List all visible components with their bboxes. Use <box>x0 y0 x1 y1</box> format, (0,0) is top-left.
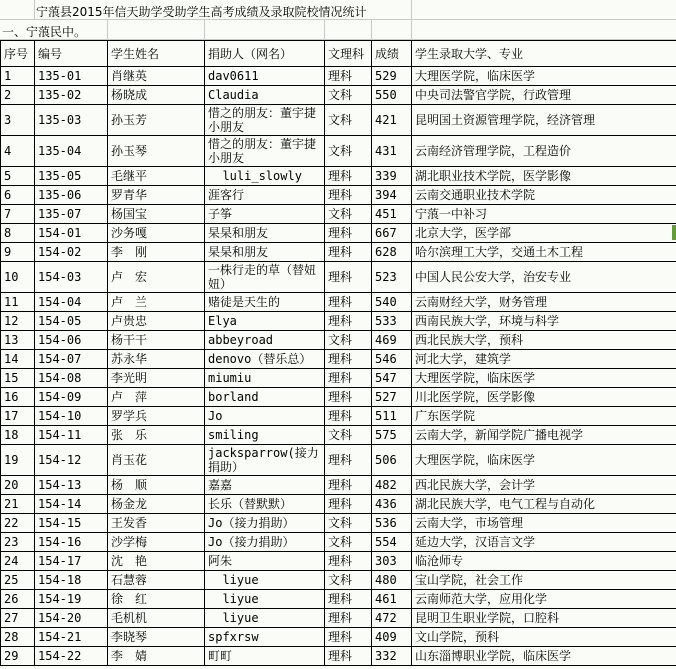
section-row[interactable] <box>0 20 676 40</box>
cell-r15-c1[interactable]: 154-08 <box>35 369 108 388</box>
table-row <box>1 293 676 312</box>
cell-r3-c0[interactable]: 3 <box>1 105 35 136</box>
cell-r2-c0[interactable]: 2 <box>1 86 35 105</box>
cell-r15-c4[interactable]: 理科 <box>325 369 372 388</box>
cell-r22-c6[interactable]: 云南大学，市场管理 <box>412 514 676 533</box>
table-row <box>1 331 676 350</box>
cell-r12-c3[interactable]: Elya <box>205 312 325 331</box>
cell-r19-c4[interactable]: 理科 <box>325 445 372 476</box>
cell-r19-c1[interactable]: 154-12 <box>35 445 108 476</box>
gridline <box>107 20 108 39</box>
cell-r24-c0[interactable]: 24 <box>1 552 35 571</box>
table-row <box>1 312 676 331</box>
cell-r5-c4[interactable]: 理科 <box>325 167 372 186</box>
cell-r28-c1[interactable]: 154-21 <box>35 628 108 647</box>
table-row <box>1 136 676 167</box>
cell-r21-c2[interactable]: 杨金龙 <box>108 495 205 514</box>
cell-r9-c4[interactable]: 理科 <box>325 243 372 262</box>
cell-r25-c6[interactable]: 宝山学院，社会工作 <box>412 571 676 590</box>
cell-r27-c6[interactable]: 昆明卫生职业学院，口腔科 <box>412 609 676 628</box>
cell-r12-c2[interactable]: 卢贵忠 <box>108 312 205 331</box>
cell-r29-c4[interactable]: 理科 <box>325 647 372 666</box>
cell-r16-c1[interactable]: 154-09 <box>35 388 108 407</box>
cell-r10-c5[interactable]: 523 <box>372 262 412 293</box>
header-cell-1[interactable]: 编号 <box>35 41 108 67</box>
cell-r19-c0[interactable]: 19 <box>1 445 35 476</box>
cell-r22-c4[interactable]: 文科 <box>325 514 372 533</box>
cell-r19-c6[interactable]: 大理医学院，临床医学 <box>412 445 676 476</box>
table-row <box>1 205 676 224</box>
cell-r13-c4[interactable]: 文科 <box>325 331 372 350</box>
cell-r14-c4[interactable]: 理科 <box>325 350 372 369</box>
cell-r24-c3[interactable]: 阿朱 <box>205 552 325 571</box>
cell-r12-c1[interactable]: 154-05 <box>35 312 108 331</box>
cell-r19-c3[interactable]: jacksparrow(接力捐助） <box>205 445 325 476</box>
cell-r25-c1[interactable]: 154-18 <box>35 571 108 590</box>
header-cell-5[interactable]: 成绩 <box>372 41 412 67</box>
cell-r4-c4[interactable]: 文科 <box>325 136 372 167</box>
cell-r6-c1[interactable]: 135-06 <box>35 186 108 205</box>
cell-r9-c3[interactable]: 杲杲和朋友 <box>205 243 325 262</box>
cell-r18-c0[interactable]: 18 <box>1 426 35 445</box>
cell-r22-c1[interactable]: 154-15 <box>35 514 108 533</box>
cell-r3-c5[interactable]: 421 <box>372 105 412 136</box>
cell-r14-c3[interactable]: denovo（替乐总） <box>205 350 325 369</box>
table-row <box>1 350 676 369</box>
cell-r26-c4[interactable]: 理科 <box>325 590 372 609</box>
cell-r15-c2[interactable]: 李光明 <box>108 369 205 388</box>
table-row <box>1 426 676 445</box>
cell-r9-c1[interactable]: 154-02 <box>35 243 108 262</box>
table-row <box>1 590 676 609</box>
cell-r28-c4[interactable]: 理科 <box>325 628 372 647</box>
cell-r27-c2[interactable]: 毛机机 <box>108 609 205 628</box>
header-cell-6[interactable]: 学生录取大学、专业 <box>412 41 676 67</box>
section-label: 一、宁蒗民中。 <box>2 25 87 39</box>
cell-r14-c5[interactable]: 546 <box>372 350 412 369</box>
cell-r1-c0[interactable]: 1 <box>1 67 35 86</box>
cell-r7-c5[interactable]: 451 <box>372 205 412 224</box>
cell-r9-c6[interactable]: 哈尔滨理工大学，交通土木工程 <box>412 243 676 262</box>
cell-r25-c2[interactable]: 石慧蓉 <box>108 571 205 590</box>
cell-r2-c3[interactable]: Claudia <box>205 86 325 105</box>
cell-r24-c5[interactable]: 303 <box>372 552 412 571</box>
cell-r24-c1[interactable]: 154-17 <box>35 552 108 571</box>
cell-r17-c2[interactable]: 罗学兵 <box>108 407 205 426</box>
cell-r17-c5[interactable]: 511 <box>372 407 412 426</box>
cell-r4-c6[interactable]: 云南经济管理学院，工程造价 <box>412 136 676 167</box>
cell-r2-c5[interactable]: 550 <box>372 86 412 105</box>
cell-r17-c1[interactable]: 154-10 <box>35 407 108 426</box>
cell-r5-c0[interactable]: 5 <box>1 167 35 186</box>
sheet-title-row[interactable] <box>0 0 676 20</box>
cell-r15-c5[interactable]: 547 <box>372 369 412 388</box>
sheet-title: 宁蒗县2015年信天助学受助学生高考成绩及录取院校情况统计 <box>36 5 367 19</box>
cell-r29-c2[interactable]: 李 婧 <box>108 647 205 666</box>
cell-r20-c6[interactable]: 西北民族大学，会计学 <box>412 476 676 495</box>
cell-r18-c6[interactable]: 云南大学，新闻学院广播电视学 <box>412 426 676 445</box>
cell-r8-c2[interactable]: 沙务嘎 <box>108 224 205 243</box>
cell-r11-c2[interactable]: 卢 兰 <box>108 293 205 312</box>
cell-r29-c3[interactable]: 町町 <box>205 647 325 666</box>
cell-r10-c1[interactable]: 154-03 <box>35 262 108 293</box>
cell-r1-c6[interactable]: 大理医学院，临床医学 <box>412 67 676 86</box>
cell-r1-c2[interactable]: 肖继英 <box>108 67 205 86</box>
cell-r16-c2[interactable]: 卢 萍 <box>108 388 205 407</box>
cell-r1-c1[interactable]: 135-01 <box>35 67 108 86</box>
cell-r23-c0[interactable]: 23 <box>1 533 35 552</box>
cell-r16-c4[interactable]: 理科 <box>325 388 372 407</box>
cell-r18-c4[interactable]: 文科 <box>325 426 372 445</box>
cell-r16-c6[interactable]: 川北医学院，医学影像 <box>412 388 676 407</box>
cell-r4-c0[interactable]: 4 <box>1 136 35 167</box>
cell-r7-c2[interactable]: 杨国宝 <box>108 205 205 224</box>
cell-r27-c4[interactable]: 理科 <box>325 609 372 628</box>
table-row <box>1 167 676 186</box>
cell-r21-c1[interactable]: 154-14 <box>35 495 108 514</box>
table-row <box>1 609 676 628</box>
cell-r15-c3[interactable]: miumiu <box>205 369 325 388</box>
cell-r23-c6[interactable]: 延边大学，汉语言文学 <box>412 533 676 552</box>
cell-r22-c0[interactable]: 22 <box>1 514 35 533</box>
cell-r11-c4[interactable]: 理科 <box>325 293 372 312</box>
cell-r25-c4[interactable]: 文科 <box>325 571 372 590</box>
cell-r18-c2[interactable]: 张 乐 <box>108 426 205 445</box>
cell-r4-c2[interactable]: 孙玉琴 <box>108 136 205 167</box>
table-row <box>1 369 676 388</box>
header-cell-2[interactable]: 学生姓名 <box>108 41 205 67</box>
cell-r1-c3[interactable]: dav0611 <box>205 67 325 86</box>
cell-r2-c4[interactable]: 文科 <box>325 86 372 105</box>
cell-r18-c5[interactable]: 575 <box>372 426 412 445</box>
cell-r13-c6[interactable]: 西北民族大学，预科 <box>412 331 676 350</box>
cell-r14-c0[interactable]: 14 <box>1 350 35 369</box>
header-cell-4[interactable]: 文理科 <box>325 41 372 67</box>
cell-r23-c4[interactable]: 文科 <box>325 533 372 552</box>
cell-r15-c6[interactable]: 大理医学院，临床医学 <box>412 369 676 388</box>
cell-r17-c6[interactable]: 广东医学院 <box>412 407 676 426</box>
table-row <box>1 571 676 590</box>
cell-r8-c6[interactable]: 北京大学，医学部 <box>412 224 676 243</box>
cell-r20-c1[interactable]: 154-13 <box>35 476 108 495</box>
cell-r11-c1[interactable]: 154-04 <box>35 293 108 312</box>
gridline <box>411 20 412 39</box>
cell-r22-c2[interactable]: 王发香 <box>108 514 205 533</box>
table-row <box>1 533 676 552</box>
cell-r12-c5[interactable]: 533 <box>372 312 412 331</box>
cell-r4-c5[interactable]: 431 <box>372 136 412 167</box>
cell-r8-c0[interactable]: 8 <box>1 224 35 243</box>
cell-r3-c3[interactable]: 惜之的朋友：董宇捷小朋友 <box>205 105 325 136</box>
table-row <box>1 224 676 243</box>
cell-r27-c3[interactable]: liyue <box>205 609 325 628</box>
cell-r3-c4[interactable]: 文科 <box>325 105 372 136</box>
cell-r17-c3[interactable]: Jo <box>205 407 325 426</box>
cell-r11-c3[interactable]: 赌徒是天生的 <box>205 293 325 312</box>
cell-r6-c5[interactable]: 394 <box>372 186 412 205</box>
cell-r27-c0[interactable]: 27 <box>1 609 35 628</box>
cell-r11-c0[interactable]: 11 <box>1 293 35 312</box>
cell-r14-c2[interactable]: 苏永华 <box>108 350 205 369</box>
cell-r13-c5[interactable]: 469 <box>372 331 412 350</box>
cell-r16-c3[interactable]: borland <box>205 388 325 407</box>
cell-r28-c0[interactable]: 28 <box>1 628 35 647</box>
cell-r16-c0[interactable]: 16 <box>1 388 35 407</box>
cell-r9-c2[interactable]: 李 刚 <box>108 243 205 262</box>
cell-r12-c0[interactable]: 12 <box>1 312 35 331</box>
cell-r26-c1[interactable]: 154-19 <box>35 590 108 609</box>
cell-r29-c6[interactable]: 山东淄博职业学院，临床医学 <box>412 647 676 666</box>
cell-r5-c2[interactable]: 毛继平 <box>108 167 205 186</box>
cell-r13-c2[interactable]: 杨干干 <box>108 331 205 350</box>
cell-r20-c5[interactable]: 482 <box>372 476 412 495</box>
table-row <box>1 514 676 533</box>
table-row <box>1 262 676 293</box>
cell-r2-c2[interactable]: 杨晓成 <box>108 86 205 105</box>
cell-r6-c2[interactable]: 罗青华 <box>108 186 205 205</box>
gridline <box>371 20 372 39</box>
cell-r26-c3[interactable]: liyue <box>205 590 325 609</box>
cell-r10-c2[interactable]: 卢 宏 <box>108 262 205 293</box>
cell-r29-c0[interactable]: 29 <box>1 647 35 666</box>
cell-r25-c3[interactable]: liyue <box>205 571 325 590</box>
cell-r6-c3[interactable]: 涯客行 <box>205 186 325 205</box>
cell-r23-c3[interactable]: Jo（接力捐助） <box>205 533 325 552</box>
cell-r7-c4[interactable]: 文科 <box>325 205 372 224</box>
cell-r10-c0[interactable]: 10 <box>1 262 35 293</box>
cell-r4-c3[interactable]: 惜之的朋友：董宇捷小朋友 <box>205 136 325 167</box>
gridline <box>324 20 325 39</box>
cell-r7-c1[interactable]: 135-07 <box>35 205 108 224</box>
cell-r15-c0[interactable]: 15 <box>1 369 35 388</box>
cell-r13-c1[interactable]: 154-06 <box>35 331 108 350</box>
cell-r4-c1[interactable]: 135-04 <box>35 136 108 167</box>
cell-r9-c0[interactable]: 9 <box>1 243 35 262</box>
cell-r26-c2[interactable]: 徐 红 <box>108 590 205 609</box>
cell-r25-c5[interactable]: 480 <box>372 571 412 590</box>
cell-r6-c4[interactable]: 理科 <box>325 186 372 205</box>
cell-r10-c6[interactable]: 中国人民公安大学，治安专业 <box>412 262 676 293</box>
table-row <box>1 86 676 105</box>
cell-r20-c3[interactable]: 嘉嘉 <box>205 476 325 495</box>
table-row <box>1 243 676 262</box>
cell-r8-c4[interactable]: 理科 <box>325 224 372 243</box>
selection-marker <box>672 225 676 240</box>
cell-r16-c5[interactable]: 527 <box>372 388 412 407</box>
cell-r19-c2[interactable]: 肖玉花 <box>108 445 205 476</box>
cell-r29-c5[interactable]: 332 <box>372 647 412 666</box>
gridline <box>204 20 205 39</box>
table-row <box>1 105 676 136</box>
cell-r2-c6[interactable]: 中央司法警官学院，行政管理 <box>412 86 676 105</box>
cell-r6-c0[interactable]: 6 <box>1 186 35 205</box>
cell-r7-c3[interactable]: 子筝 <box>205 205 325 224</box>
cell-r24-c2[interactable]: 沈 艳 <box>108 552 205 571</box>
cell-r21-c4[interactable]: 理科 <box>325 495 372 514</box>
cell-r3-c6[interactable]: 昆明国土资源管理学院，经济管理 <box>412 105 676 136</box>
cell-r20-c0[interactable]: 20 <box>1 476 35 495</box>
cell-r8-c5[interactable]: 667 <box>372 224 412 243</box>
cell-r23-c2[interactable]: 沙学梅 <box>108 533 205 552</box>
cell-r17-c0[interactable]: 17 <box>1 407 35 426</box>
cell-r10-c4[interactable]: 理科 <box>325 262 372 293</box>
gridline <box>34 0 35 19</box>
cell-r22-c5[interactable]: 536 <box>372 514 412 533</box>
cell-r18-c3[interactable]: smiling <box>205 426 325 445</box>
cell-r21-c3[interactable]: 长乐（替默默） <box>205 495 325 514</box>
cell-r11-c6[interactable]: 云南财经大学，财务管理 <box>412 293 676 312</box>
table-row <box>1 407 676 426</box>
cell-r12-c6[interactable]: 西南民族大学，环境与科学 <box>412 312 676 331</box>
table-row <box>1 186 676 205</box>
cell-r21-c6[interactable]: 湖北民族大学，电气工程与自动化 <box>412 495 676 514</box>
table-row <box>1 476 676 495</box>
cell-r18-c1[interactable]: 154-11 <box>35 426 108 445</box>
table-row <box>1 67 676 86</box>
cell-r20-c4[interactable]: 理科 <box>325 476 372 495</box>
cell-r24-c6[interactable]: 临沧师专 <box>412 552 676 571</box>
table-row <box>1 495 676 514</box>
cell-r21-c5[interactable]: 436 <box>372 495 412 514</box>
table-row <box>1 388 676 407</box>
cell-r3-c2[interactable]: 孙玉芳 <box>108 105 205 136</box>
cell-r26-c0[interactable]: 26 <box>1 590 35 609</box>
cell-r10-c3[interactable]: 一株行走的草（替妞妞） <box>205 262 325 293</box>
cell-r23-c1[interactable]: 154-16 <box>35 533 108 552</box>
cell-r5-c6[interactable]: 湖北职业技术学院，医学影像 <box>412 167 676 186</box>
cell-r7-c6[interactable]: 宁蒗一中补习 <box>412 205 676 224</box>
cell-r28-c3[interactable]: spfxrsw <box>205 628 325 647</box>
cell-r28-c5[interactable]: 409 <box>372 628 412 647</box>
cell-r28-c2[interactable]: 李晓琴 <box>108 628 205 647</box>
cell-r11-c5[interactable]: 540 <box>372 293 412 312</box>
table-row <box>1 445 676 476</box>
cell-r13-c3[interactable]: abbeyroad <box>205 331 325 350</box>
cell-r27-c5[interactable]: 472 <box>372 609 412 628</box>
cell-r29-c1[interactable]: 154-22 <box>35 647 108 666</box>
cell-r26-c6[interactable]: 云南师范大学，应用化学 <box>412 590 676 609</box>
gridline <box>411 0 412 19</box>
cell-r20-c2[interactable]: 杨 顺 <box>108 476 205 495</box>
header-cell-3[interactable]: 捐助人（网名） <box>205 41 325 67</box>
cell-r5-c5[interactable]: 339 <box>372 167 412 186</box>
cell-r8-c3[interactable]: 杲杲和朋友 <box>205 224 325 243</box>
cell-r14-c1[interactable]: 154-07 <box>35 350 108 369</box>
cell-r5-c1[interactable]: 135-05 <box>35 167 108 186</box>
cell-r26-c5[interactable]: 461 <box>372 590 412 609</box>
cell-r17-c4[interactable]: 理科 <box>325 407 372 426</box>
cell-r2-c1[interactable]: 135-02 <box>35 86 108 105</box>
cell-r14-c6[interactable]: 河北大学，建筑学 <box>412 350 676 369</box>
header-row <box>1 41 676 67</box>
cell-r1-c5[interactable]: 529 <box>372 67 412 86</box>
cell-r13-c0[interactable]: 13 <box>1 331 35 350</box>
cell-r23-c5[interactable]: 554 <box>372 533 412 552</box>
table-row <box>1 552 676 571</box>
table-row <box>1 647 676 666</box>
cell-r1-c4[interactable]: 理科 <box>325 67 372 86</box>
table-row <box>1 628 676 647</box>
cell-r5-c3[interactable]: luli_slowly <box>205 167 325 186</box>
cell-r28-c6[interactable]: 文山学院，预科 <box>412 628 676 647</box>
results-table <box>0 40 676 666</box>
cell-r6-c6[interactable]: 云南交通职业技术学院 <box>412 186 676 205</box>
header-cell-0[interactable]: 序号 <box>1 41 35 67</box>
cell-r12-c4[interactable]: 理科 <box>325 312 372 331</box>
cell-r19-c5[interactable]: 506 <box>372 445 412 476</box>
cell-r22-c3[interactable]: Jo（接力捐助） <box>205 514 325 533</box>
cell-r7-c0[interactable]: 7 <box>1 205 35 224</box>
cell-r8-c1[interactable]: 154-01 <box>35 224 108 243</box>
cell-r9-c5[interactable]: 628 <box>372 243 412 262</box>
cell-r24-c4[interactable]: 理科 <box>325 552 372 571</box>
cell-r21-c0[interactable]: 21 <box>1 495 35 514</box>
cell-r27-c1[interactable]: 154-20 <box>35 609 108 628</box>
cell-r25-c0[interactable]: 25 <box>1 571 35 590</box>
cell-r3-c1[interactable]: 135-03 <box>35 105 108 136</box>
